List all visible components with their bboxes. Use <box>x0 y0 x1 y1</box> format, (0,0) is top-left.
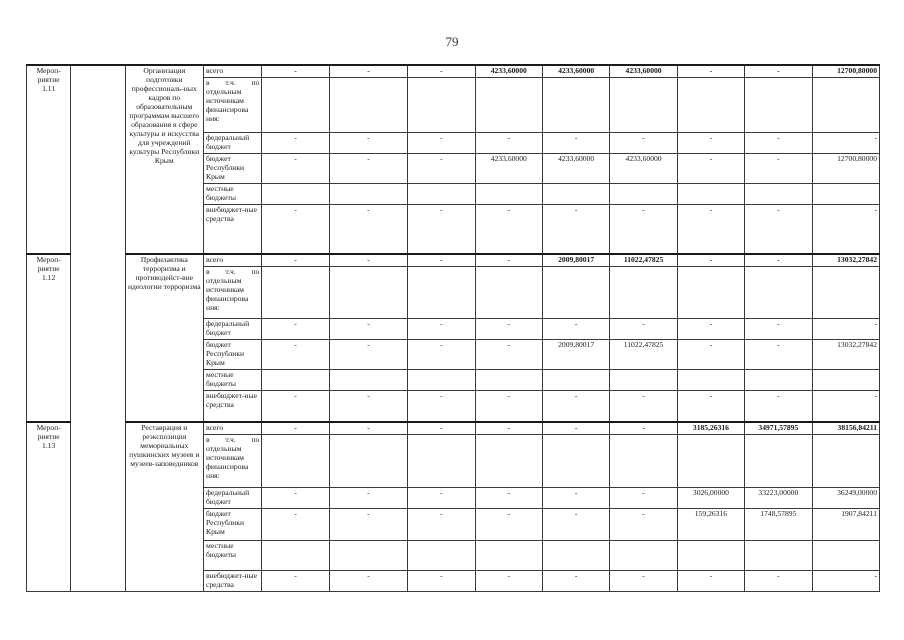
measure-id: Мероп- риятие 1.13 <box>27 422 71 591</box>
amount-year-cell: - <box>408 153 475 183</box>
amount-year-cell: - <box>542 204 609 254</box>
amount-year-cell: - <box>475 390 542 422</box>
table-row-total <box>27 422 880 434</box>
measure-id: Мероп- риятие 1.12 <box>27 254 71 422</box>
amount-year-cell: - <box>745 65 812 77</box>
amount-year-cell <box>262 77 329 132</box>
amount-year-cell: - <box>677 319 744 340</box>
amount-year-cell: - <box>329 339 407 369</box>
amount-year-cell <box>408 77 475 132</box>
amount-year-cell: 2009,80017 <box>542 254 609 266</box>
amount-year-cell <box>475 435 542 488</box>
amount-year-cell: - <box>329 571 407 592</box>
amount-total-cell: - <box>812 390 879 422</box>
amount-year-cell <box>610 541 677 571</box>
amount-year-cell: - <box>745 339 812 369</box>
amount-year-cell <box>329 369 407 390</box>
amount-year-cell: - <box>745 254 812 266</box>
amount-year-cell: - <box>408 390 475 422</box>
amount-total-cell <box>812 369 879 390</box>
amount-year-cell: - <box>745 153 812 183</box>
amount-year-cell <box>475 369 542 390</box>
amount-year-cell: - <box>329 254 407 266</box>
amount-year-cell: - <box>408 488 475 509</box>
amount-year-cell: - <box>610 571 677 592</box>
amount-year-cell <box>542 183 609 204</box>
amount-year-cell: - <box>408 132 475 153</box>
amount-year-cell: - <box>745 132 812 153</box>
budget-table <box>26 64 880 592</box>
amount-year-cell <box>610 77 677 132</box>
funding-source: местные бюджеты <box>204 183 262 204</box>
amount-year-cell: - <box>610 422 677 434</box>
amount-total-cell: 12700,80000 <box>812 65 879 77</box>
amount-year-cell: 4233,60000 <box>610 65 677 77</box>
amount-year-cell: - <box>329 488 407 509</box>
amount-year-cell: - <box>610 319 677 340</box>
amount-total-cell <box>812 183 879 204</box>
amount-year-cell: - <box>408 571 475 592</box>
amount-year-cell: - <box>329 204 407 254</box>
amount-year-cell: 3026,00000 <box>677 488 744 509</box>
measure-name: Организация подготовки профессиональ-ных кадров по образовательным программам высшего образования в сфере культуры и искусства для учреждений культуры Республики Крым <box>125 65 203 254</box>
funding-source: внебюджет-ные средства <box>204 390 262 422</box>
funding-source: федеральный бюджет <box>204 132 262 153</box>
amount-year-cell: - <box>408 422 475 434</box>
amount-total-cell: 36249,00000 <box>812 488 879 509</box>
amount-year-cell <box>408 267 475 319</box>
amount-year-cell: - <box>475 132 542 153</box>
amount-year-cell: - <box>262 571 329 592</box>
amount-year-cell <box>542 369 609 390</box>
amount-total-cell: 13032,27842 <box>812 254 879 266</box>
amount-year-cell <box>677 435 744 488</box>
amount-year-cell <box>408 183 475 204</box>
amount-year-cell: - <box>677 571 744 592</box>
amount-total-cell: - <box>812 319 879 340</box>
amount-year-cell <box>745 369 812 390</box>
amount-year-cell <box>745 541 812 571</box>
amount-total-cell <box>812 435 879 488</box>
amount-year-cell: - <box>542 509 609 541</box>
amount-year-cell: - <box>408 254 475 266</box>
amount-year-cell: - <box>408 509 475 541</box>
funding-source: бюджет Республики Крым <box>204 339 262 369</box>
amount-total-cell: 1907,84211 <box>812 509 879 541</box>
amount-year-cell: 4233,60000 <box>542 65 609 77</box>
amount-total-cell: - <box>812 204 879 254</box>
amount-year-cell: - <box>677 153 744 183</box>
amount-year-cell: - <box>475 488 542 509</box>
amount-year-cell <box>610 369 677 390</box>
amount-year-cell <box>677 369 744 390</box>
amount-year-cell: - <box>262 339 329 369</box>
amount-year-cell <box>262 435 329 488</box>
amount-year-cell: - <box>677 254 744 266</box>
amount-year-cell: - <box>475 422 542 434</box>
amount-year-cell <box>677 267 744 319</box>
amount-year-cell: - <box>329 132 407 153</box>
amount-year-cell <box>262 369 329 390</box>
amount-year-cell: 3185,26316 <box>677 422 744 434</box>
amount-year-cell: - <box>677 204 744 254</box>
amount-year-cell: - <box>610 204 677 254</box>
amount-year-cell: - <box>610 132 677 153</box>
amount-year-cell <box>408 435 475 488</box>
amount-year-cell: - <box>745 571 812 592</box>
amount-total-cell <box>812 541 879 571</box>
amount-year-cell: - <box>329 65 407 77</box>
amount-year-cell <box>262 183 329 204</box>
amount-year-cell: - <box>475 339 542 369</box>
funding-source: всего <box>204 254 262 266</box>
funding-source: всего <box>204 65 262 77</box>
amount-total-cell <box>812 267 879 319</box>
measure-id: Мероп- риятие 1.11 <box>27 65 71 254</box>
amount-total-cell: - <box>812 132 879 153</box>
amount-year-cell <box>262 541 329 571</box>
amount-year-cell: - <box>262 319 329 340</box>
amount-year-cell: - <box>677 132 744 153</box>
amount-year-cell: - <box>542 390 609 422</box>
amount-year-cell <box>329 77 407 132</box>
amount-year-cell: - <box>262 488 329 509</box>
amount-year-cell <box>475 541 542 571</box>
amount-year-cell: - <box>262 204 329 254</box>
funding-source: федеральный бюджет <box>204 488 262 509</box>
amount-year-cell: - <box>408 319 475 340</box>
funding-source: внебюджет-ные средства <box>204 204 262 254</box>
amount-year-cell: - <box>677 339 744 369</box>
amount-year-cell: 4233,60000 <box>475 153 542 183</box>
amount-year-cell <box>610 183 677 204</box>
budget-body <box>27 65 880 592</box>
amount-year-cell: - <box>475 319 542 340</box>
amount-year-cell: 34971,57895 <box>745 422 812 434</box>
amount-year-cell: - <box>262 509 329 541</box>
amount-year-cell <box>475 77 542 132</box>
amount-year-cell: - <box>408 339 475 369</box>
amount-year-cell: - <box>475 254 542 266</box>
amount-year-cell <box>745 183 812 204</box>
amount-year-cell: - <box>475 509 542 541</box>
amount-year-cell <box>610 267 677 319</box>
amount-year-cell: - <box>262 422 329 434</box>
amount-year-cell <box>542 77 609 132</box>
funding-source: местные бюджеты <box>204 541 262 571</box>
funding-source: внебюджет-ные средства <box>204 571 262 592</box>
executor-cell <box>71 65 125 592</box>
amount-year-cell: 11022,47825 <box>610 254 677 266</box>
amount-year-cell: - <box>408 65 475 77</box>
amount-year-cell: - <box>542 571 609 592</box>
amount-year-cell <box>610 435 677 488</box>
funding-source: бюджет Республики Крым <box>204 153 262 183</box>
funding-source: бюджет Республики Крым <box>204 509 262 541</box>
amount-year-cell: 4233,60000 <box>610 153 677 183</box>
amount-total-cell: 38156,84211 <box>812 422 879 434</box>
amount-total-cell: - <box>812 571 879 592</box>
amount-year-cell <box>745 267 812 319</box>
amount-year-cell <box>408 369 475 390</box>
amount-year-cell: - <box>329 390 407 422</box>
funding-source: в т.ч. по отдельным источникам финансирова ния: <box>204 267 262 319</box>
amount-year-cell: - <box>262 132 329 153</box>
amount-year-cell: 159,26316 <box>677 509 744 541</box>
funding-source: федеральный бюджет <box>204 319 262 340</box>
amount-year-cell: - <box>475 571 542 592</box>
amount-year-cell: - <box>542 422 609 434</box>
funding-source: всего <box>204 422 262 434</box>
amount-year-cell: 2009,80017 <box>542 339 609 369</box>
amount-year-cell: - <box>329 153 407 183</box>
amount-year-cell: - <box>745 319 812 340</box>
amount-year-cell <box>329 541 407 571</box>
amount-year-cell <box>745 77 812 132</box>
amount-year-cell: - <box>542 319 609 340</box>
amount-year-cell <box>677 77 744 132</box>
amount-year-cell: 4233,60000 <box>542 153 609 183</box>
amount-year-cell: - <box>677 65 744 77</box>
amount-year-cell: - <box>475 204 542 254</box>
amount-year-cell: - <box>745 204 812 254</box>
amount-year-cell: - <box>262 153 329 183</box>
amount-year-cell: - <box>262 65 329 77</box>
funding-source: местные бюджеты <box>204 369 262 390</box>
amount-year-cell <box>745 435 812 488</box>
funding-source: в т.ч. по отдельным источникам финансирова ния: <box>204 77 262 132</box>
page-number: 79 <box>445 34 459 49</box>
amount-total-cell <box>812 77 879 132</box>
amount-year-cell: - <box>262 390 329 422</box>
amount-year-cell <box>677 183 744 204</box>
funding-source: в т.ч. по отдельным источникам финансирова ния: <box>204 435 262 488</box>
amount-year-cell <box>329 435 407 488</box>
amount-year-cell: - <box>610 488 677 509</box>
amount-year-cell: 33223,00000 <box>745 488 812 509</box>
amount-total-cell: 12700,80000 <box>812 153 879 183</box>
amount-year-cell <box>677 541 744 571</box>
amount-year-cell: - <box>329 422 407 434</box>
amount-year-cell: - <box>542 132 609 153</box>
amount-year-cell: - <box>329 319 407 340</box>
amount-year-cell <box>542 435 609 488</box>
amount-year-cell <box>475 183 542 204</box>
amount-year-cell: 1748,57895 <box>745 509 812 541</box>
table-row-total <box>27 254 880 266</box>
amount-year-cell <box>329 183 407 204</box>
amount-year-cell: - <box>677 390 744 422</box>
amount-year-cell: - <box>329 509 407 541</box>
measure-name: Профилактика терроризма и противодейст-вие идеологии терроризма <box>125 254 203 422</box>
amount-year-cell: 11022,47825 <box>610 339 677 369</box>
amount-year-cell <box>475 267 542 319</box>
amount-total-cell: 13032,27842 <box>812 339 879 369</box>
amount-year-cell <box>542 541 609 571</box>
amount-year-cell: - <box>542 488 609 509</box>
amount-year-cell <box>329 267 407 319</box>
measure-name: Реставрация и реэкспозиция мемориальных пушкинских музеев и музеев-заповедников <box>125 422 203 591</box>
amount-year-cell <box>262 267 329 319</box>
amount-year-cell: - <box>262 254 329 266</box>
amount-year-cell <box>542 267 609 319</box>
amount-year-cell: - <box>408 204 475 254</box>
amount-year-cell: 4233,60000 <box>475 65 542 77</box>
amount-year-cell: - <box>610 390 677 422</box>
amount-year-cell <box>408 541 475 571</box>
amount-year-cell: - <box>610 509 677 541</box>
amount-year-cell: - <box>745 390 812 422</box>
table-row-total <box>27 65 880 77</box>
